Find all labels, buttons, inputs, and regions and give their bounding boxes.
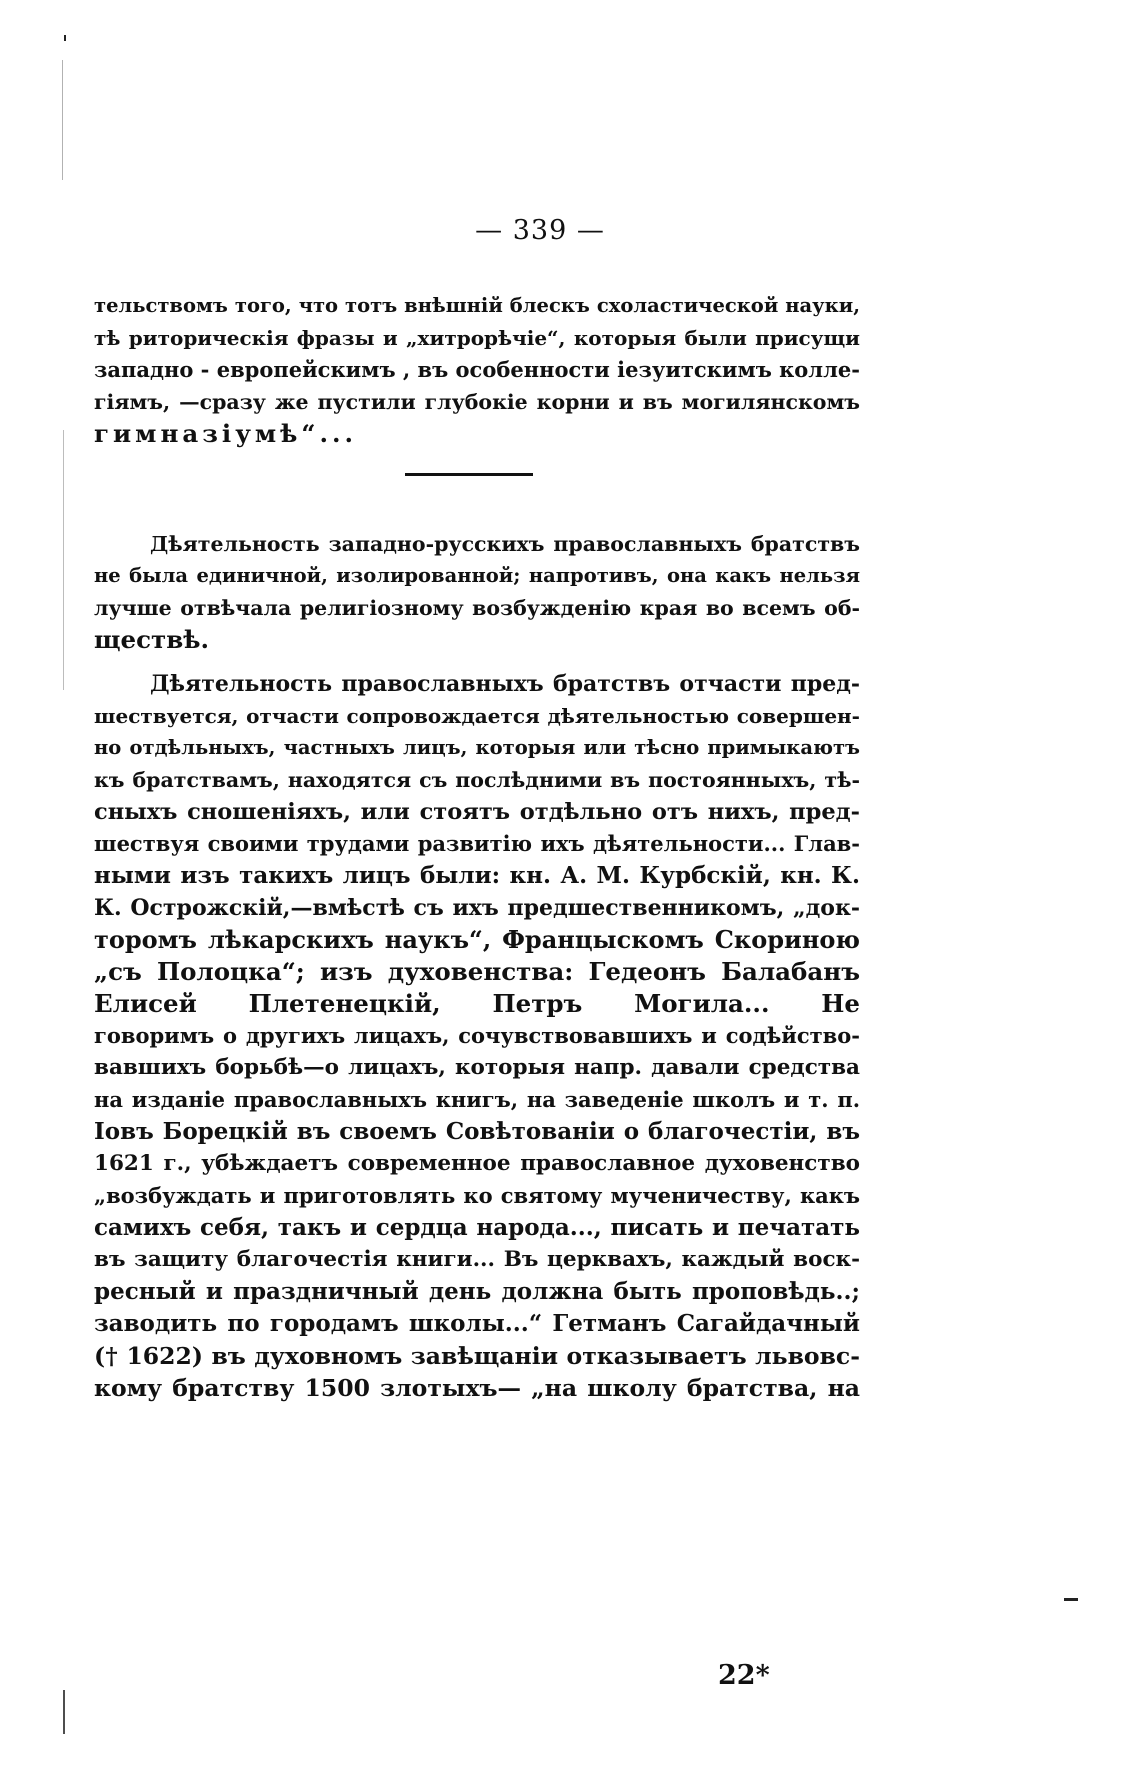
- margin-scan-line: [62, 60, 63, 180]
- text-line: 1621 г., убѣждаетъ современное православное духовенство: [94, 1151, 860, 1176]
- text-line: торомъ лѣкарскихъ наукъ“, Францыскомъ Скориною: [94, 925, 860, 954]
- text-line: Дѣятельность западно-русскихъ православныхъ братствъ: [150, 532, 860, 556]
- text-line: вавшихъ борьбѣ—о лицахъ, которыя напр. давали средства: [94, 1055, 860, 1080]
- text-line: Елисей Плетенецкій, Петръ Могила... Не: [94, 989, 860, 1018]
- margin-scan-line: [63, 430, 64, 690]
- signature-mark: 22*: [718, 1660, 770, 1691]
- text-line: не была единичной, изолированной; напротивъ, она какъ нельзя: [94, 564, 860, 587]
- text-line: лучше отвѣчала религіозному возбужденію края во всемъ об-: [94, 596, 860, 620]
- paragraph-continuation: [94, 290, 860, 450]
- text-line: западно - европейскимъ , въ особенности іезуитскимъ колле-: [94, 357, 860, 382]
- text-line: тельствомъ того, что тотъ внѣшній блескъ схоластической науки,: [94, 294, 860, 317]
- text-line: „съ Полоцка“; изъ духовенства: Гедеонъ Балабанъ: [94, 957, 860, 986]
- text-line: шествуется, отчасти сопровождается дѣятельностью совершен-: [94, 704, 860, 728]
- text-line: († 1622) въ духовномъ завѣщаніи отказываетъ львовс-: [94, 1342, 860, 1370]
- text-line: гіямъ, —сразу же пустили глубокіе корни и въ могилянскомъ: [94, 390, 860, 414]
- text-line: „возбуждать и приготовлять ко святому мученичеству, какъ: [94, 1183, 860, 1208]
- margin-scan-line: [64, 35, 66, 41]
- text-line: ными изъ такихъ лицъ были: кн. А. М. Курбскій, кн. К.: [94, 862, 860, 889]
- text-line: заводить по городамъ школы...“ Гетманъ Сагайдачный: [94, 1310, 860, 1337]
- text-line: ресный и праздничный день должна быть проповѣдь..;: [94, 1278, 860, 1305]
- text-line: въ защиту благочестія книги... Въ церквахъ, каждый воск-: [94, 1247, 860, 1272]
- text-line: сныхъ сношеніяхъ, или стоятъ отдѣльно отъ нихъ, пред-: [94, 799, 860, 825]
- paragraph-individuals: [94, 668, 860, 1404]
- section-divider: [405, 473, 533, 476]
- text-line: на изданіе православныхъ книгъ, на заведеніе школъ и т. п.: [94, 1087, 860, 1112]
- text-line: самихъ себя, такъ и сердца народа..., писать и печатать: [94, 1214, 860, 1241]
- text-line: тѣ риторическія фразы и „хитрорѣчіе“, которыя были присущи: [94, 326, 860, 350]
- text-line: ществѣ.: [94, 625, 209, 654]
- text-line: гимназіумѣ“...: [94, 419, 358, 448]
- text-line: Дѣятельность православныхъ братствъ отчасти пред-: [150, 671, 860, 697]
- text-line: но отдѣльныхъ, частныхъ лицъ, которыя или тѣсно примыкаютъ: [94, 736, 860, 759]
- paragraph-brotherhoods: [94, 528, 860, 656]
- text-line: говоримъ о другихъ лицахъ, сочувствовавшихъ и содѣйство-: [94, 1023, 860, 1048]
- text-line: къ братствамъ, находятся съ послѣдними въ постоянныхъ, тѣ-: [94, 768, 860, 792]
- margin-scan-line: [63, 1690, 65, 1734]
- page-number: — 339 —: [475, 215, 605, 246]
- text-line: К. Острожскій,—вмѣстѣ съ ихъ предшественникомъ, „док-: [94, 895, 860, 921]
- text-line: шествуя своими трудами развитію ихъ дѣятельности... Глав-: [94, 831, 860, 856]
- margin-scan-line: [1064, 1598, 1078, 1601]
- text-line: Іовъ Борецкій въ своемъ Совѣтованіи о благочестіи, въ: [94, 1118, 860, 1145]
- text-line: кому братству 1500 злотыхъ— „на школу братства, на: [94, 1374, 860, 1402]
